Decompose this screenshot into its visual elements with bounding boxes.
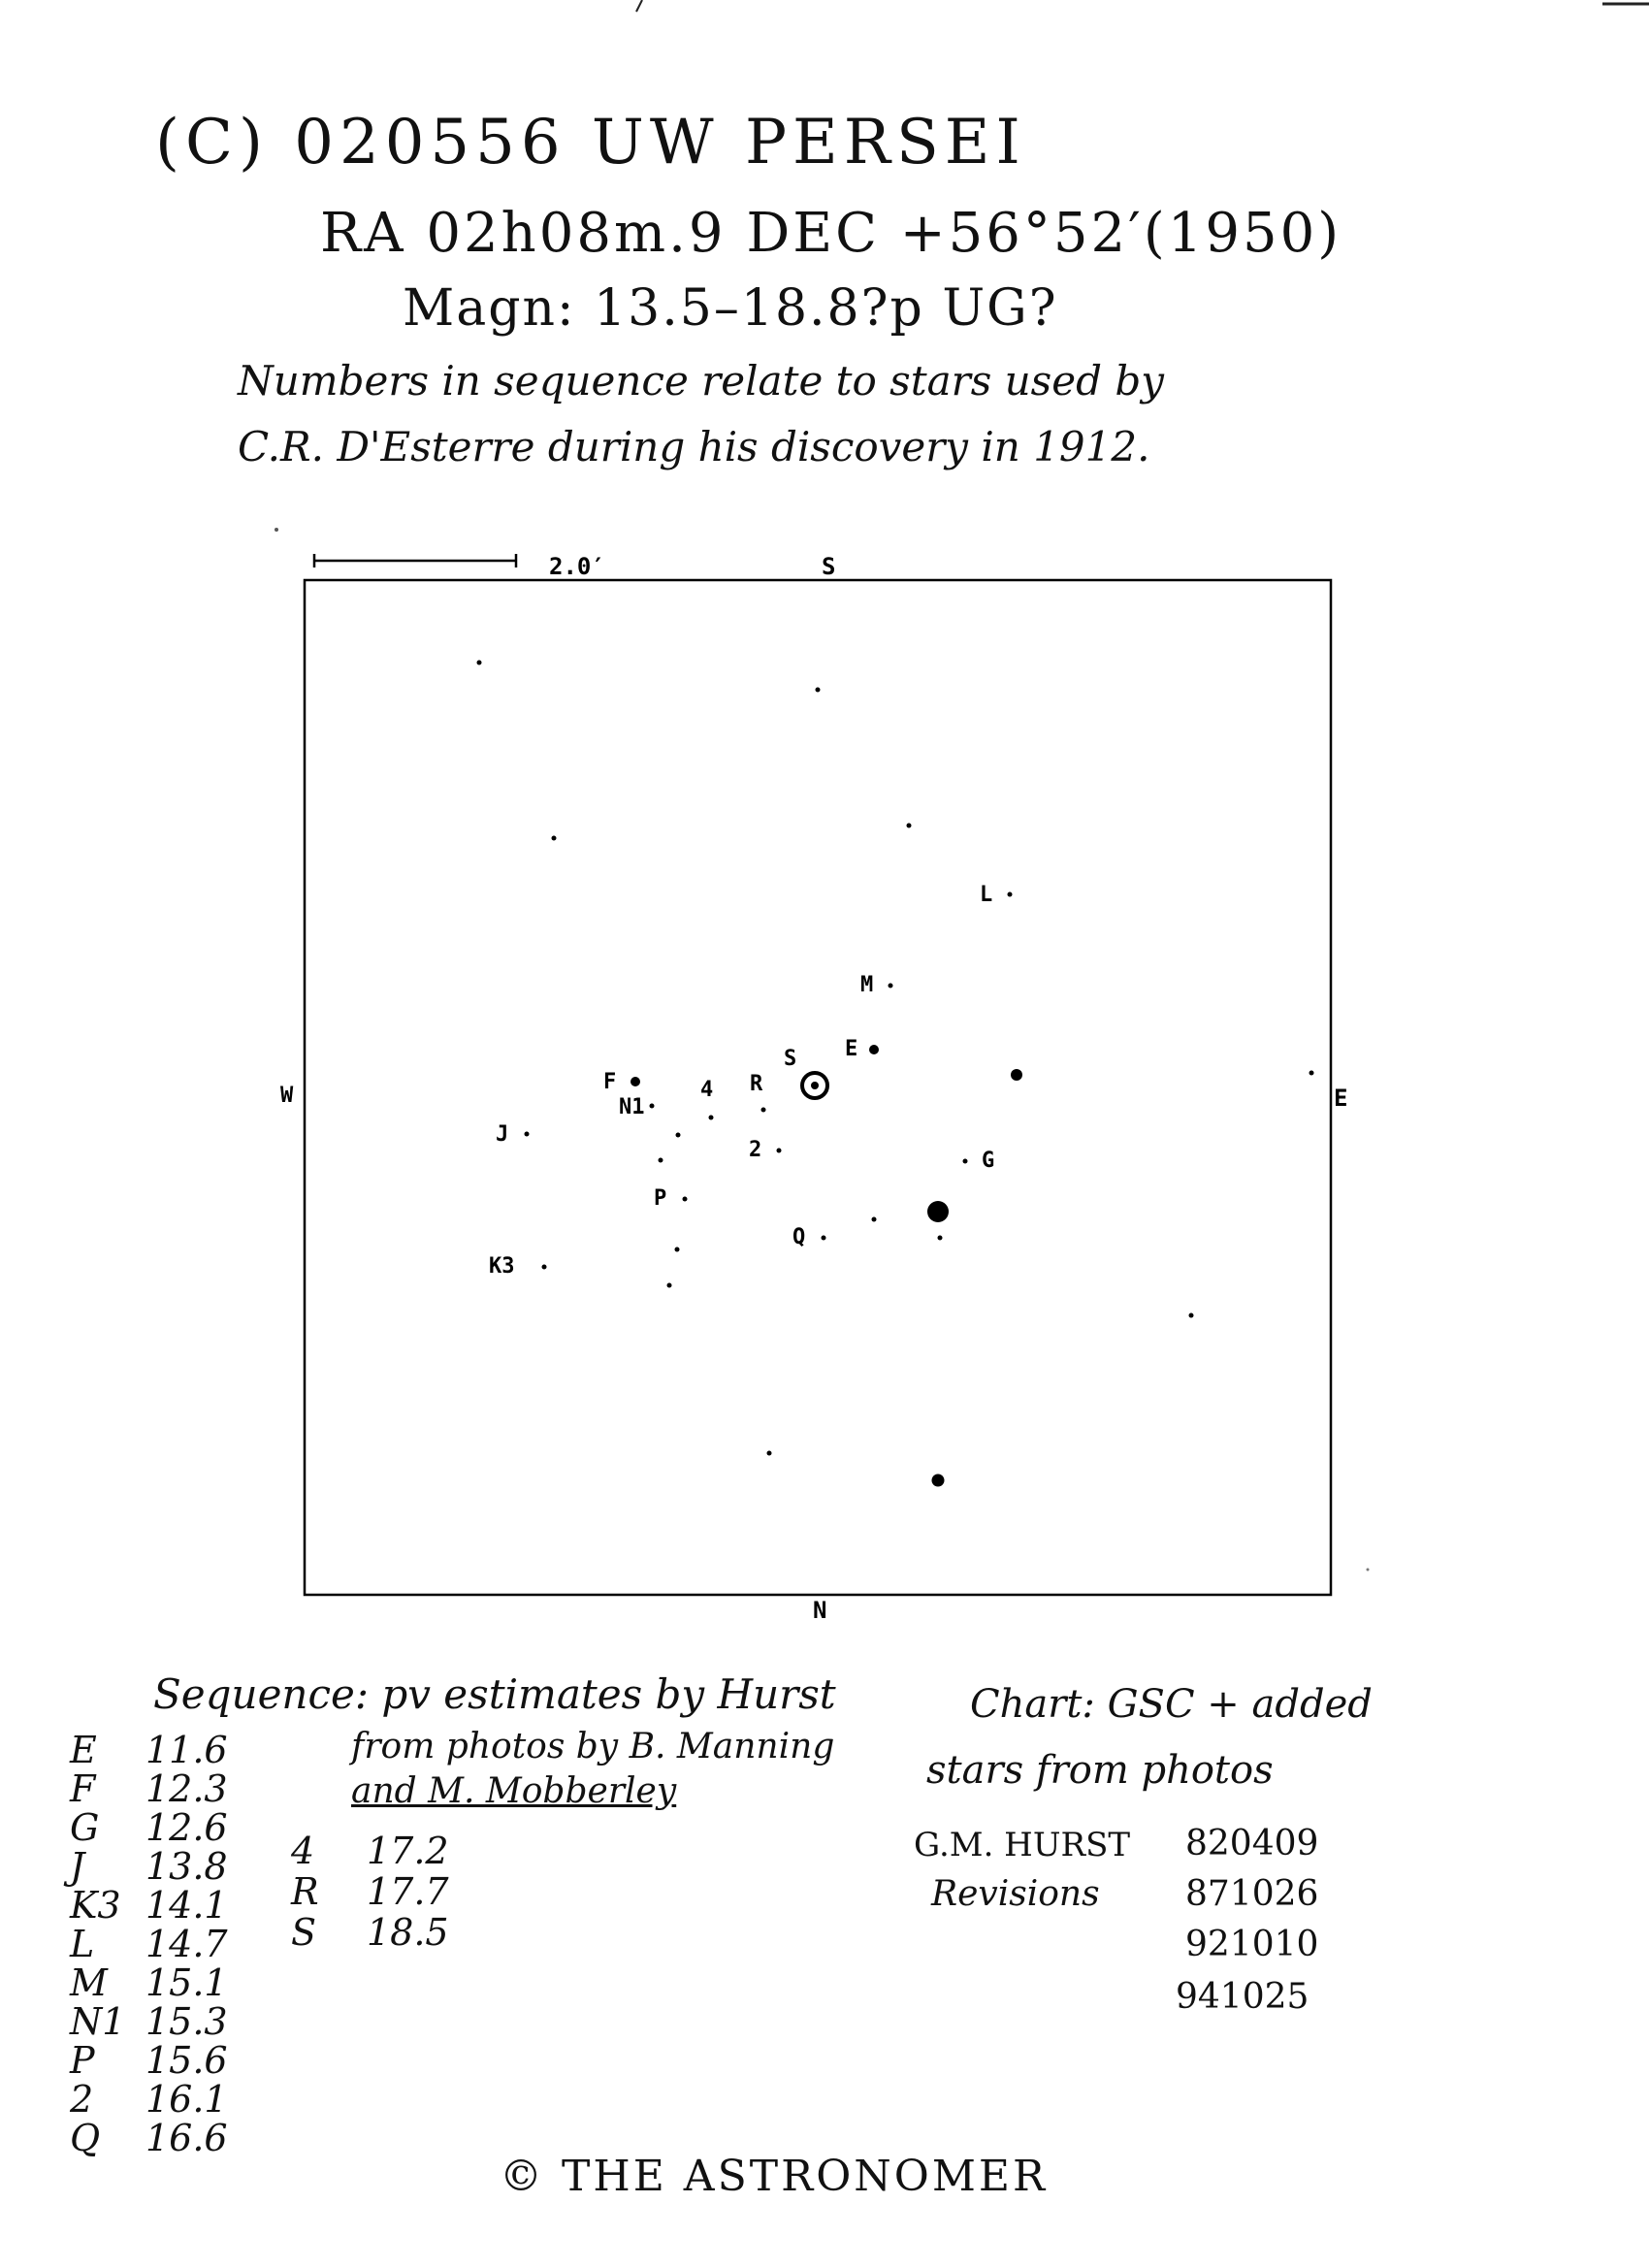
sequence-entry [70,2078,228,2121]
sequence-star-magnitude: 12.6 [146,1806,228,1849]
sequence-star-magnitude: 15.1 [146,1961,228,2004]
sequence-star-magnitude: 16.6 [146,2117,228,2159]
sequence-entry [70,1806,228,1849]
field-star [872,1217,877,1222]
star-label-M: M [860,973,874,997]
margin-mark [636,0,642,12]
sequence-entry [70,2000,228,2043]
sequence-heading: Sequence: pv estimates by Hurst [153,1670,836,1718]
scale-bar [314,554,516,567]
author-name: G.M. HURST [914,1826,1131,1864]
sequence-star-label: G [70,1806,100,1849]
field-star [552,836,557,841]
sequence-note-line2: C.R. D'Esterre during his discovery in 1912. [238,423,1150,470]
sequence-star-magnitude: 18.5 [367,1911,449,1954]
variable-star-marker [802,1073,827,1098]
field-star [1189,1313,1194,1318]
field-star [907,824,912,828]
field-star [1011,1069,1022,1081]
sequence-entry [70,1767,228,1810]
sequence-entry [70,1923,228,1965]
field-star [767,1451,772,1456]
sequence-heading-line2: from photos by B. Manning [351,1727,835,1766]
sequence-star-label: Q [70,2117,101,2159]
chart-title: (C) 020556 UW PERSEI [155,107,1026,178]
star-label-E: E [845,1037,858,1061]
revision-date: 921010 [1185,1925,1319,1964]
field-star [676,1133,681,1138]
field-star [963,1159,968,1164]
star-label-Q: Q [792,1225,806,1249]
sequence-entry [70,2117,228,2159]
direction-west: W [280,1084,294,1108]
sequence-star-magnitude: 16.1 [146,2078,228,2121]
revision-date: 820409 [1185,1824,1319,1863]
direction-south: S [822,553,836,580]
sequence-star-magnitude: 14.1 [146,1884,228,1927]
sequence-entry [70,1729,228,1771]
chart-source-line2: stars from photos [926,1748,1274,1793]
sequence-star-magnitude: 12.3 [146,1767,228,1810]
direction-east: E [1334,1085,1348,1112]
sequence-star-magnitude: 15.3 [146,2000,228,2043]
sequence-entry [291,1870,449,1913]
sequence-star-magnitude: 14.7 [146,1923,228,1965]
star-F [630,1077,640,1086]
speck [1367,1569,1370,1571]
sequence-star-magnitude: 17.2 [367,1830,449,1872]
star-N1 [650,1104,655,1109]
field-star [477,661,482,665]
star-E [869,1045,879,1054]
star-label-J: J [496,1122,509,1147]
sequence-star-label: R [291,1870,319,1913]
sequence-star-label: L [70,1923,95,1965]
sequence-star-label: K3 [70,1884,121,1927]
sequence-star-magnitude: 13.8 [146,1845,228,1888]
field-star [927,1201,949,1222]
star-R [761,1108,766,1113]
sequence-star-magnitude: 11.6 [146,1729,228,1771]
coordinates: RA 02h08m.9 DEC +56°52′(1950) [320,202,1342,265]
sequence-note-line1: Numbers in sequence relate to stars used by [238,357,1164,405]
sequence-star-label: J [70,1845,85,1888]
sequence-star-label: N1 [70,2000,126,2043]
star-label-N1: N1 [619,1095,645,1119]
sequence-entry [70,2039,228,2082]
field-star [1310,1071,1314,1076]
field-star [675,1247,680,1252]
revision-date: 941025 [1176,1977,1310,2017]
magnitude-range: Magn: 13.5–18.8?p UG? [403,279,1058,338]
sequence-star-magnitude: 17.7 [367,1870,449,1913]
star-P [683,1197,688,1202]
sequence-entry [70,1961,228,2004]
copyright-footer: © THE ASTRONOMER [500,2152,1049,2201]
field-star [938,1236,943,1241]
revision-date: 871026 [1185,1874,1319,1914]
sequence-star-magnitude: 15.6 [146,2039,228,2082]
star-4 [709,1116,714,1120]
revisions-label: Revisions [931,1874,1100,1914]
chart-source-line1: Chart: GSC + added [970,1682,1373,1727]
star-label-S: S [784,1047,797,1071]
star-label-L: L [980,883,993,907]
star-L [1008,892,1013,897]
star-label-P: P [654,1186,667,1211]
star-label-F: F [603,1070,617,1094]
star-label-G: G [982,1149,995,1173]
field-star [932,1474,945,1487]
star-label-2: 2 [749,1138,762,1162]
star-label-K3: K3 [489,1254,515,1279]
star-J [525,1132,530,1137]
sequence-star-label: 4 [291,1830,315,1872]
direction-north: N [813,1597,827,1624]
sequence-star-label: 2 [70,2078,94,2121]
sequence-entry [291,1911,449,1954]
sequence-star-label: P [70,2039,95,2082]
star-2 [777,1149,782,1153]
sequence-star-label: S [291,1911,317,1954]
speck [275,528,278,532]
star-M [889,984,893,988]
field-star [659,1158,663,1163]
sequence-star-label: E [70,1729,97,1771]
sequence-star-label: M [70,1961,108,2004]
star-K3 [542,1265,547,1270]
scale-label: 2.0′ [549,553,605,580]
star-label-R: R [750,1072,763,1096]
sequence-entry [70,1845,228,1888]
field-star [667,1283,672,1288]
star-label-4: 4 [700,1078,714,1102]
sequence-heading-line3: and M. Mobberley [351,1771,677,1811]
star-Q [822,1236,826,1241]
sequence-entry [70,1884,228,1927]
field-star [816,688,821,693]
sequence-star-label: F [70,1767,96,1810]
sequence-entry [291,1830,449,1872]
